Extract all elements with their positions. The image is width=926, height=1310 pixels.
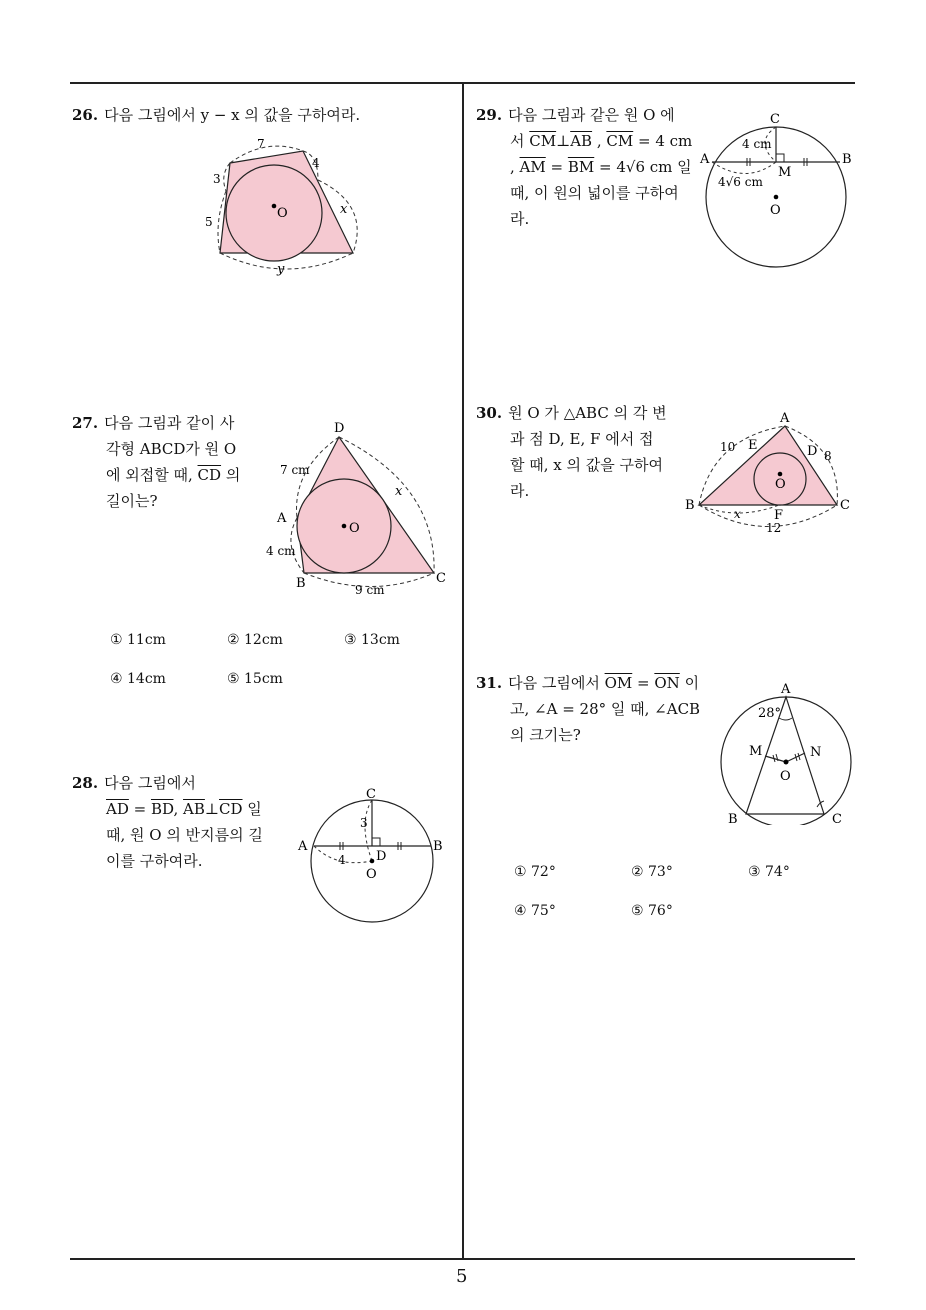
segment-CD: $\overline{CD}$ (219, 800, 243, 818)
label-C: C (366, 787, 376, 802)
segment-BM: $\overline{BM}$ (567, 158, 595, 176)
label-D: D (334, 421, 345, 436)
question-27 (72, 410, 240, 514)
segment-CD: $\overline{CD}$ (197, 466, 222, 484)
label-5: 5 (205, 215, 213, 229)
label-BC-length: 9 cm (355, 583, 385, 597)
choice-27-3[interactable]: ③ 13cm (344, 632, 400, 648)
bottom-rule (70, 1258, 855, 1260)
label-AD-length: 4 (338, 853, 346, 867)
figure-30 (682, 408, 862, 538)
text: 이 (679, 674, 700, 692)
text: ⊥ (556, 132, 571, 150)
label-y: y (277, 262, 285, 277)
label-3: 3 (213, 172, 221, 186)
text: 일 (242, 800, 262, 818)
question-text-line: 원 O 가 △ABC 의 각 변 (508, 404, 667, 422)
choice-27-1[interactable]: ① 11cm (110, 632, 166, 648)
label-C: C (770, 112, 780, 127)
label-angle-28: 28° (758, 706, 782, 721)
label-A: A (277, 511, 287, 526)
label-O: O (780, 769, 791, 784)
question-text-line: 각형 ABCD가 원 O (106, 440, 237, 458)
segment-CM: $\overline{CM}$ (606, 132, 634, 150)
label-BC-length: 12 (766, 521, 782, 535)
figure-29 (698, 107, 858, 272)
label-M: M (749, 744, 763, 759)
segment-OM: $\overline{OM}$ (604, 674, 633, 692)
label-M: M (778, 165, 792, 180)
question-text-line: 라. (510, 482, 530, 500)
label-AC-length: 8 (824, 449, 832, 463)
question-28 (72, 770, 263, 874)
text: , (173, 800, 184, 818)
question-text-line: 의 크기는? (510, 726, 581, 744)
question-31 (476, 670, 700, 748)
label-DA-length: 7 cm (280, 463, 310, 477)
label-F: F (774, 508, 784, 523)
segment-AB: $\overline{AB}$ (183, 800, 205, 818)
label-CM-length: 4 cm (742, 137, 772, 151)
choice-27-5[interactable]: ⑤ 15cm (227, 671, 283, 687)
segment-AD: $\overline{AD}$ (106, 800, 129, 818)
figure-26 (200, 135, 370, 285)
question-text-line: 때, 이 원의 넓이를 구하여 (510, 184, 679, 202)
label-D: D (376, 849, 387, 864)
text: = 4√6 cm 일 (594, 158, 692, 176)
question-text-line: 다음 그림과 같이 사 (104, 414, 235, 432)
text: = (545, 158, 568, 176)
choice-31-4[interactable]: ④ 75° (514, 903, 556, 919)
segment-AB: $\overline{AB}$ (570, 132, 593, 150)
segment-AM: $\overline{AM}$ (519, 158, 546, 176)
label-x: x (734, 507, 741, 521)
question-text: 다음 그림에서 y − x 의 값을 구하여라. (104, 106, 361, 124)
question-number: 28. (72, 774, 99, 792)
text: = 4 cm (633, 132, 693, 150)
label-O: O (349, 521, 360, 536)
question-number: 30. (476, 404, 503, 422)
question-29 (476, 102, 692, 232)
label-AB-length: 4 cm (266, 544, 296, 558)
text: 다음 그림에서 (508, 674, 605, 692)
label-CD-length: 3 (360, 816, 368, 830)
text: = (128, 800, 151, 818)
choice-31-3[interactable]: ③ 74° (748, 864, 790, 880)
text: ⊥ (204, 800, 219, 818)
label-A: A (700, 152, 710, 167)
question-text-line: 과 점 D, E, F 에서 접 (510, 430, 654, 448)
choice-31-1[interactable]: ① 72° (514, 864, 556, 880)
question-text-line: 고, ∠A = 28° 일 때, ∠ACB (510, 700, 701, 718)
text: 의 (221, 466, 241, 484)
choice-27-2[interactable]: ② 12cm (227, 632, 283, 648)
text: 에 외접할 때, (106, 466, 198, 484)
figure-27 (262, 415, 452, 600)
question-text-line: 할 때, x 의 값을 구하여 (510, 456, 663, 474)
label-B: B (842, 152, 852, 167)
question-text-line: 이를 구하여라. (106, 852, 203, 870)
label-B: B (296, 576, 306, 591)
choice-31-2[interactable]: ② 73° (631, 864, 673, 880)
page-number: 5 (456, 1266, 468, 1287)
label-C: C (832, 812, 842, 825)
label-x: x (395, 484, 403, 499)
text: , (592, 132, 607, 150)
choice-27-4[interactable]: ④ 14cm (110, 671, 166, 687)
label-C: C (436, 571, 446, 586)
center-divider (462, 84, 464, 1258)
segment-ON: $\overline{ON}$ (654, 674, 680, 692)
question-number: 29. (476, 106, 503, 124)
figure-31 (718, 680, 858, 825)
label-A: A (298, 839, 308, 854)
question-text-line: 때, 원 O 의 반지름의 길 (106, 826, 263, 844)
label-B: B (728, 812, 738, 825)
label-N: N (810, 745, 822, 760)
question-30 (476, 400, 667, 504)
question-text-line (72, 462, 240, 488)
figure-28 (296, 782, 456, 927)
label-D: D (807, 444, 818, 459)
question-text-line: 다음 그림에서 (104, 774, 196, 792)
question-text-line: 길이는? (106, 492, 158, 510)
text: 서 (510, 132, 530, 150)
label-C: C (840, 498, 850, 513)
label-x: x (340, 202, 348, 217)
label-A: A (781, 682, 791, 697)
label-O: O (277, 206, 288, 221)
question-text-line (476, 128, 692, 154)
label-A: A (780, 411, 790, 426)
label-O: O (770, 203, 781, 218)
segment-CM: $\overline{CM}$ (529, 132, 557, 150)
text: , (510, 158, 520, 176)
question-text-line: 다음 그림과 같은 원 O 에 (508, 106, 675, 124)
question-text-line (476, 154, 692, 180)
question-number: 26. (72, 106, 99, 124)
label-AM-length: 4√6 cm (718, 175, 763, 189)
question-26 (72, 102, 360, 128)
label-B: B (433, 839, 443, 854)
question-text-line (72, 796, 263, 822)
question-text-line: 라. (510, 210, 530, 228)
label-O: O (775, 477, 786, 492)
label-4: 4 (312, 156, 320, 170)
question-number: 31. (476, 674, 503, 692)
label-O: O (366, 867, 377, 882)
question-number: 27. (72, 414, 99, 432)
label-AB-length: 10 (720, 440, 736, 454)
text: = (632, 674, 655, 692)
choice-31-5[interactable]: ⑤ 76° (631, 903, 673, 919)
segment-BD: $\overline{BD}$ (150, 800, 174, 818)
label-E: E (748, 438, 758, 453)
label-7: 7 (257, 137, 265, 151)
label-B: B (685, 498, 695, 513)
